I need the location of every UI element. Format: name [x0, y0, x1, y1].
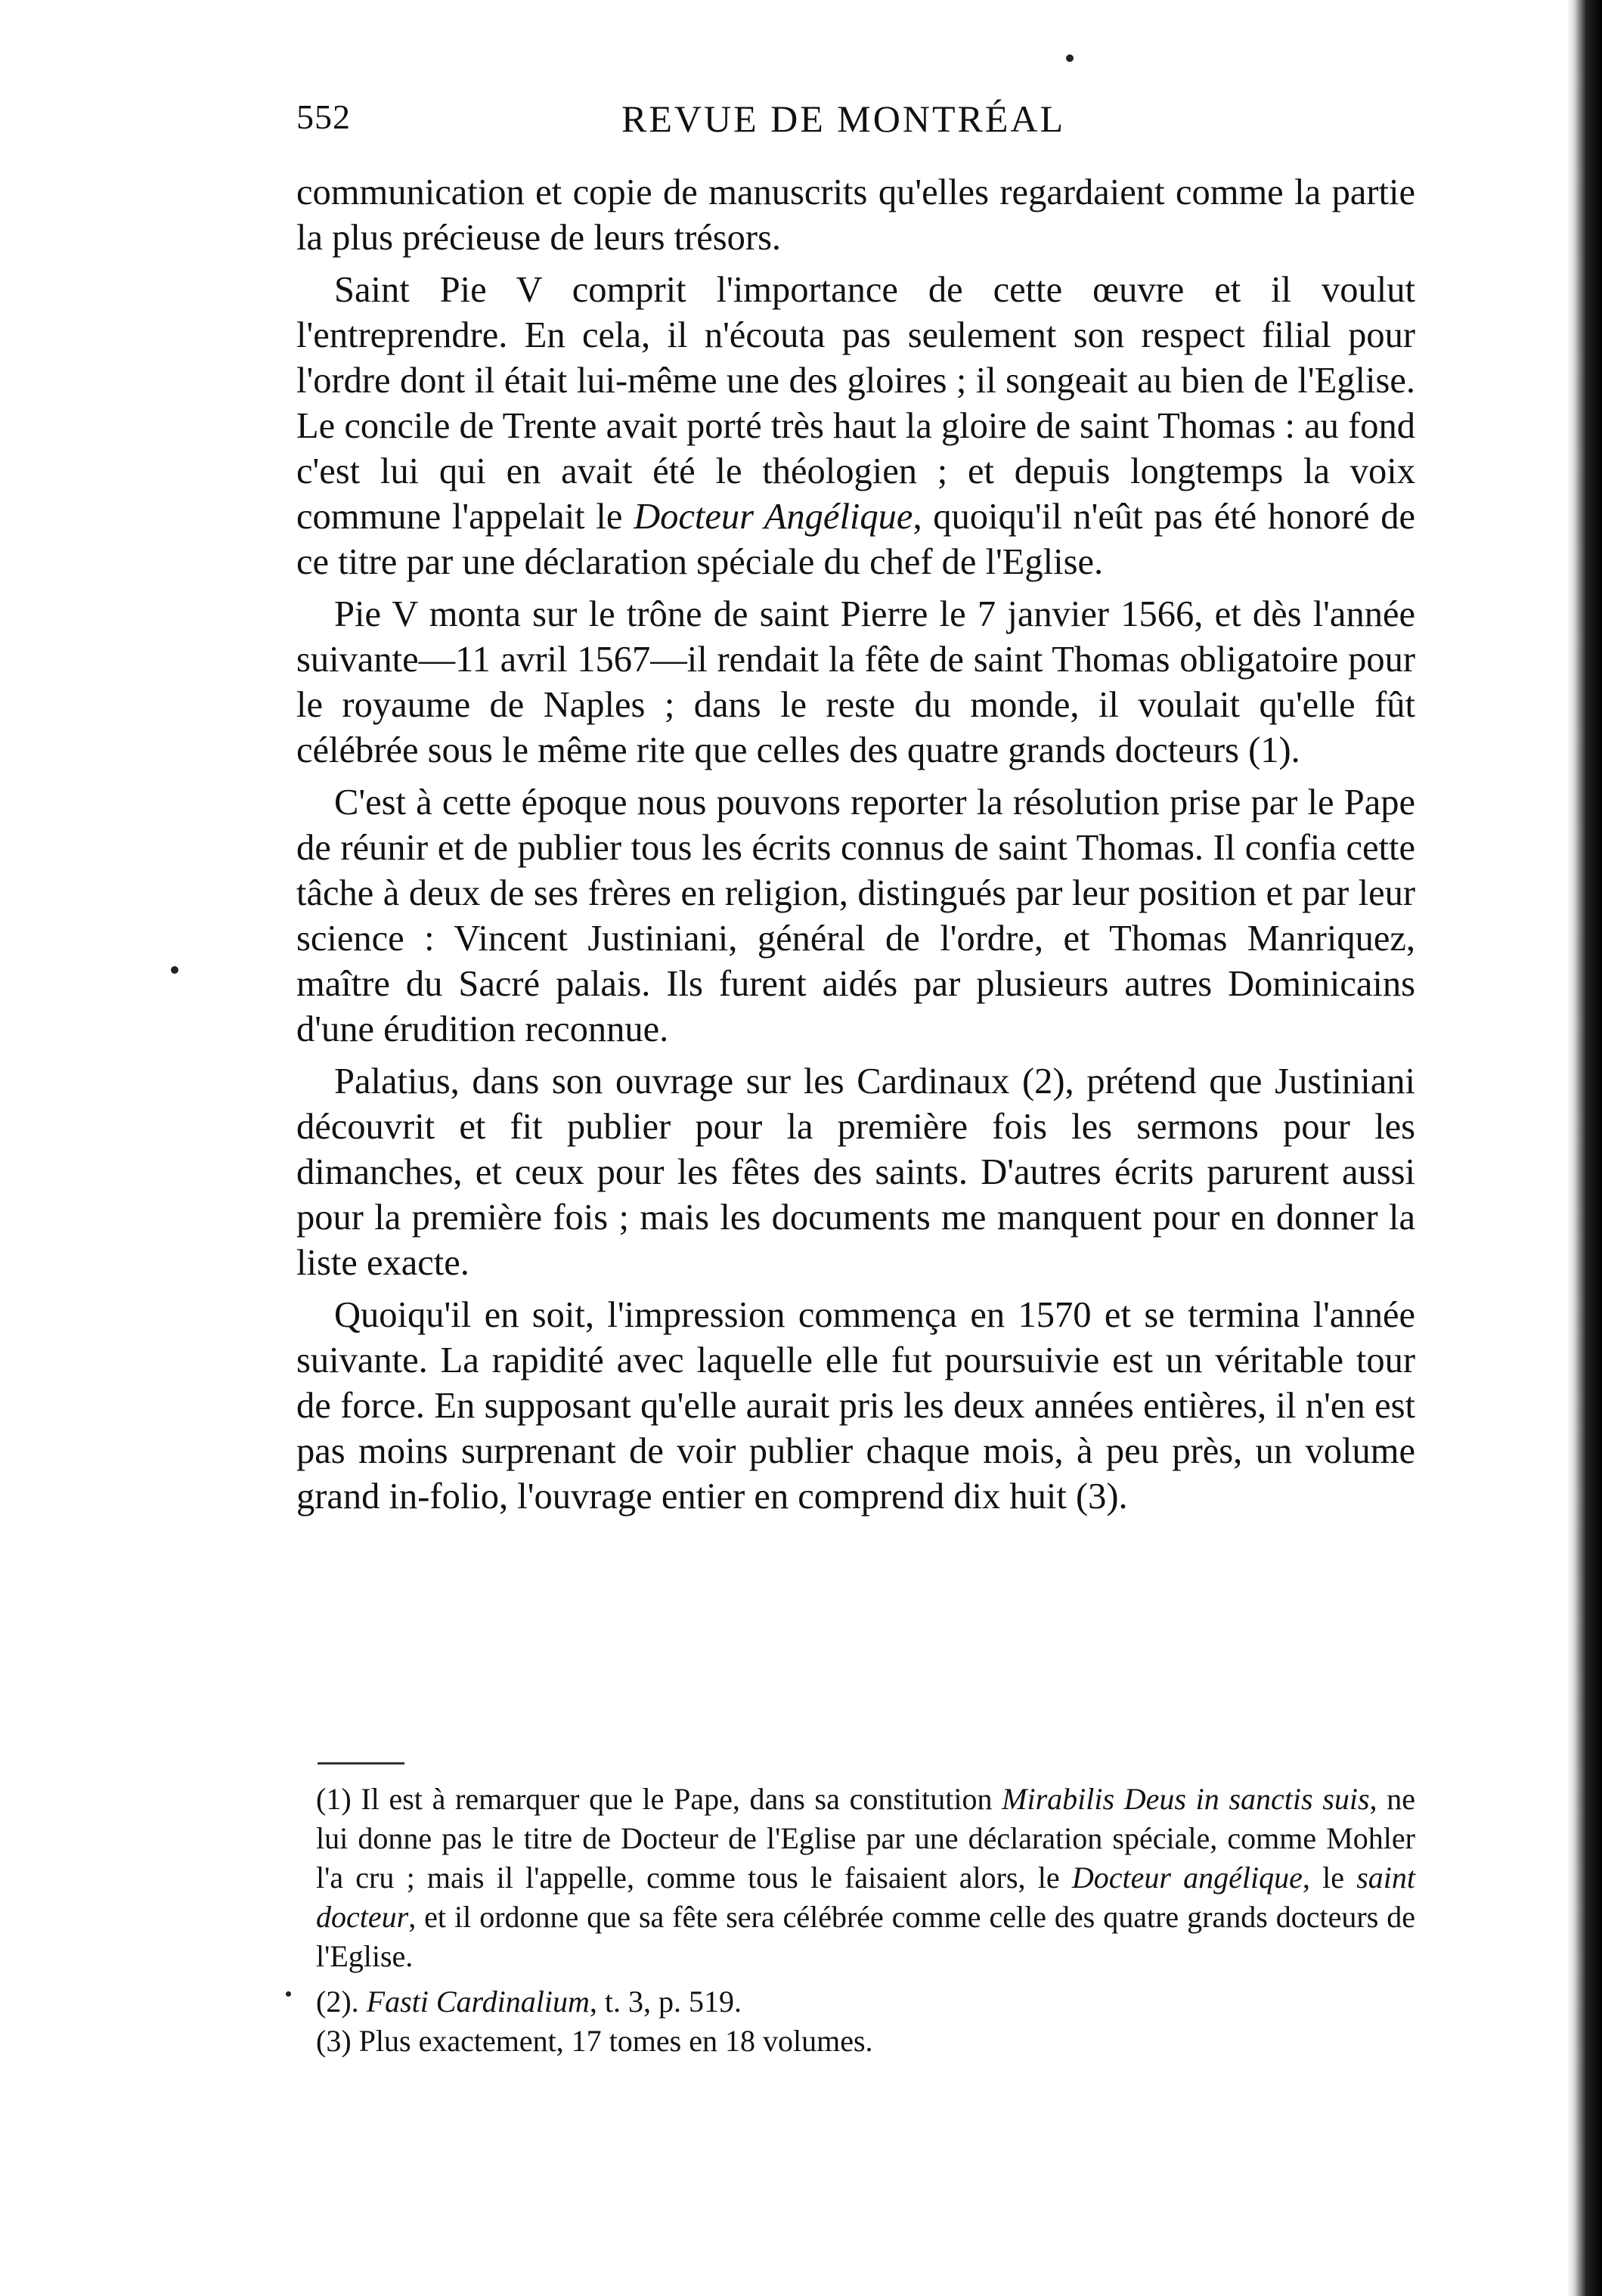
paragraph — [296, 268, 1415, 585]
footnote-text: , et il ordonne que sa fête sera célébrée comme celle des quatre grands docteurs de l'Eglise. — [316, 1900, 1415, 1973]
page-header — [296, 97, 1415, 150]
paragraph-text: Saint Pie V comprit l'importance de cette œuvre et il voulut l'entreprendre. En cela, il n'écouta pas seulement son respect filial pour l'ordre dont il était lui-même une des gloires ; il songeait au bien de l'Eglise. Le concile de Trente avait porté très haut la gloire de saint Thomas : au fond c'est lui qui en avait été le théologien ; et depuis longtemps la voix commune l'appelait le — [296, 270, 1415, 537]
footnote-separator — [318, 1762, 404, 1765]
paragraph-text: , quoiqu'il n'eût pas été honoré de ce titre par une déclaration spéciale du chef de l'Eglise. — [296, 497, 1415, 582]
ink-speck — [286, 1991, 291, 1997]
footnote-text: , t. 3, p. 519. — [589, 1985, 742, 2019]
footnote-text: , le — [1302, 1861, 1344, 1895]
footnote-text: , ne lui donne pas le titre de Docteur de l'Eglise par une déclaration spéciale, comme Mohler l'a cru ; mais il l'appelle, comme tous le faisaient alors, le — [316, 1782, 1415, 1895]
italic-term: Docteur Angélique — [634, 497, 913, 537]
italic-term: saint docteur — [316, 1861, 1415, 1934]
footnote-1 — [316, 1780, 1415, 1976]
footnote-text: (1) Il est à remarquer que le Pape, dans sa constitution — [316, 1782, 993, 1816]
paragraph: communication et copie de manuscrits qu'elles regardaient comme la partie la plus précieuse de leurs trésors. — [296, 172, 1415, 258]
paragraph: Pie V monta sur le trône de saint Pierre le 7 janvier 1566, et dès l'année suivante—11 avril 1567—il rendait la fête de saint Thomas obligatoire pour le royaume de Naples ; dans le reste du monde, il voulait qu'elle fût célébrée sous le même rite que celles des quatre grands docteurs (1). — [296, 594, 1415, 770]
paragraph: Palatius, dans son ouvrage sur les Cardinaux (2), prétend que Justiniani découvrit et fit publier pour la première fois les sermons pour les dimanches, et ceux pour les fêtes des saints. D'autres écrits parurent aussi pour la première fois ; mais les documents me manquent pour en donner la liste exacte. — [296, 1061, 1415, 1283]
paragraph: Quoiqu'il en soit, l'impression commença en 1570 et se termina l'année suivante. La rapidité avec laquelle elle fut poursuivie est un véritable tour de force. En supposant qu'elle aurait pris les deux années entières, il n'en est pas moins surprenant de voir publier chaque mois, à peu près, un volume grand in-folio, l'ouvrage entier en comprend dix huit (3). — [296, 1295, 1415, 1517]
footnote-text: (2). — [316, 1985, 359, 2019]
body-text — [296, 170, 1415, 1526]
footnote-2 — [316, 1982, 1415, 2022]
italic-term: Mirabilis Deus in sanctis suis — [1002, 1782, 1370, 1816]
footnotes — [316, 1780, 1415, 2061]
page-edge-shadow — [1567, 0, 1602, 2296]
ink-speck — [1066, 54, 1074, 62]
footnote-3: (3) Plus exactement, 17 tomes en 18 volumes. — [316, 2024, 873, 2058]
italic-term: Docteur angélique — [1071, 1861, 1303, 1895]
paragraph: C'est à cette époque nous pouvons reporter la résolution prise par le Pape de réunir et de publier tous les écrits connus de saint Thomas. Il confia cette tâche à deux de ses frères en religion, distingués par leur position et par leur science : Vincent Justiniani, général de l'ordre, et Thomas Manriquez, maître du Sacré palais. Ils furent aidés par plusieurs autres Dominicains d'une érudition reconnue. — [296, 782, 1415, 1049]
italic-term: Fasti Cardinalium — [366, 1985, 590, 2019]
running-title: REVUE DE MONTRÉAL — [621, 98, 1066, 140]
page-number: 552 — [296, 98, 351, 136]
ink-speck — [171, 966, 178, 974]
